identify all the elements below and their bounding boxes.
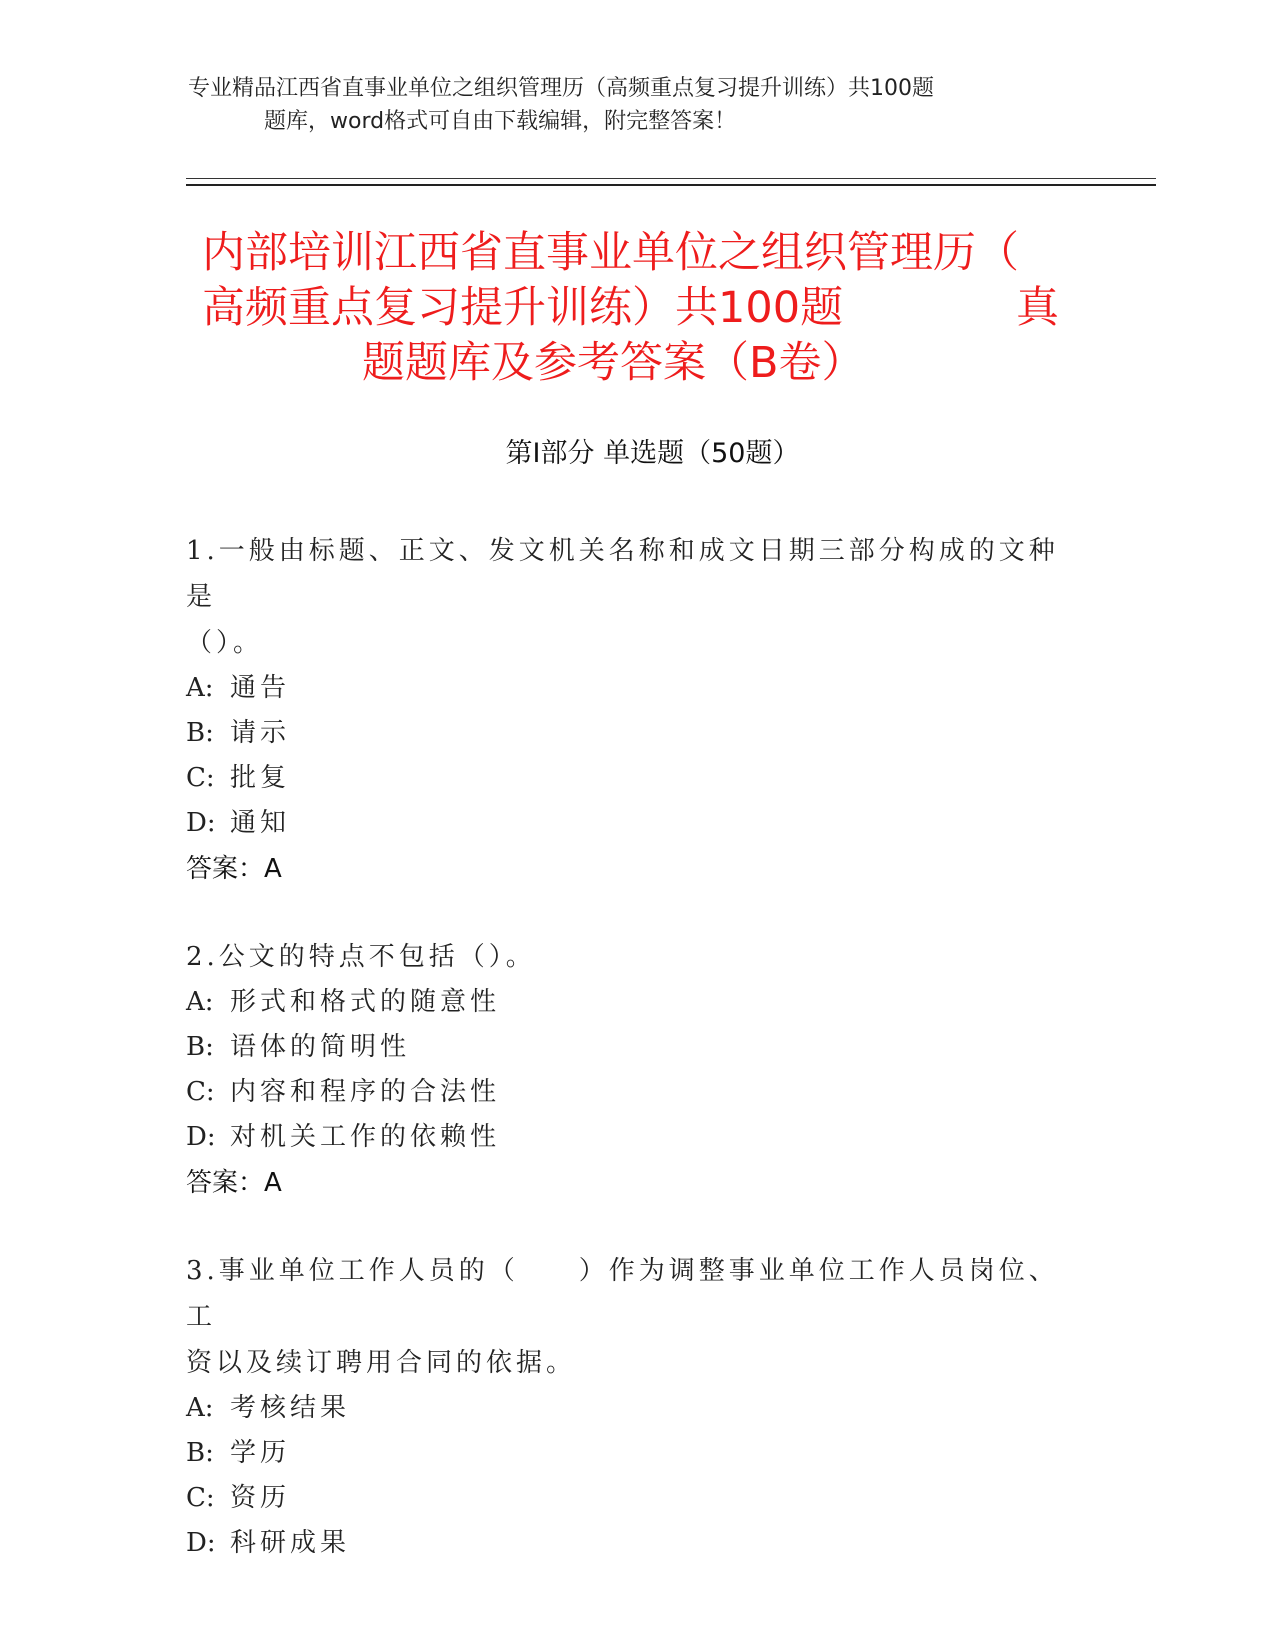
question-3 — [186, 1248, 1066, 1566]
question-stem: 3.事业单位工作人员的（ ）作为调整事业单位工作人员岗位、工 — [186, 1256, 1059, 1332]
header-note-line2: 题库，word格式可自由下载编辑，附完整答案！ — [264, 109, 737, 134]
option-key: D: — [186, 1122, 216, 1152]
question-list — [186, 528, 1066, 1566]
header-divider-thick — [186, 184, 1156, 186]
option-text: 学历 — [230, 1438, 291, 1468]
document-title — [186, 226, 1086, 391]
option-key: A: — [186, 1393, 214, 1423]
option-c — [186, 1476, 1066, 1521]
option-d — [186, 1521, 1066, 1566]
answer: 答案：A — [186, 1168, 282, 1198]
question-1 — [186, 528, 1066, 892]
option-key: B: — [186, 718, 214, 748]
option-a — [186, 980, 1066, 1025]
answer: 答案：A — [186, 854, 282, 884]
option-key: A: — [186, 673, 214, 703]
option-b — [186, 1431, 1066, 1476]
option-key: D: — [186, 1528, 216, 1558]
option-d — [186, 801, 1066, 846]
question-stem: 2.公文的特点不包括（）。 — [186, 942, 536, 972]
title-line2-main: 高频重点复习提升训练）共100题 — [202, 283, 844, 333]
question-stem: 1.一般由标题、正文、发文机关名称和成文日期三部分构成的文种是 — [186, 536, 1059, 612]
question-2 — [186, 934, 1066, 1206]
option-text: 资历 — [230, 1483, 291, 1513]
option-text: 形式和格式的随意性 — [230, 987, 501, 1017]
header-divider-thin — [186, 178, 1156, 179]
option-a — [186, 1386, 1066, 1431]
option-key: A: — [186, 987, 214, 1017]
question-spacer — [186, 1206, 1066, 1248]
option-text: 通知 — [230, 808, 291, 838]
option-text: 对机关工作的依赖性 — [230, 1122, 501, 1152]
option-key: D: — [186, 808, 216, 838]
option-text: 通告 — [230, 673, 291, 703]
question-stem-cont: 资以及续订聘用合同的依据。 — [186, 1348, 577, 1378]
section-heading: 第Ⅰ部分 单选题（50题） — [505, 438, 800, 469]
option-key: B: — [186, 1438, 214, 1468]
option-key: C: — [186, 1077, 215, 1107]
option-b — [186, 1025, 1066, 1070]
option-c — [186, 756, 1066, 801]
option-text: 科研成果 — [230, 1528, 351, 1558]
option-key: C: — [186, 763, 215, 793]
header-note-line1: 专业精品江西省直事业单位之组织管理历（高频重点复习提升训练）共100题 — [188, 76, 934, 101]
option-text: 内容和程序的合法性 — [230, 1077, 501, 1107]
option-text: 批复 — [230, 763, 291, 793]
option-text: 考核结果 — [230, 1393, 351, 1423]
option-c — [186, 1070, 1066, 1115]
title-line3: 题题库及参考答案（B卷） — [362, 338, 865, 388]
header-note — [188, 72, 1038, 138]
option-key: B: — [186, 1032, 214, 1062]
option-text: 请示 — [230, 718, 291, 748]
option-d — [186, 1115, 1066, 1160]
option-key: C: — [186, 1483, 215, 1513]
question-stem-cont: （）。 — [186, 628, 264, 658]
option-a — [186, 666, 1066, 711]
title-line2 — [186, 281, 1086, 336]
title-line1: 内部培训江西省直事业单位之组织管理历（ — [202, 228, 1019, 278]
option-b — [186, 711, 1066, 756]
option-text: 语体的简明性 — [230, 1032, 411, 1062]
question-spacer — [186, 892, 1066, 934]
title-line2-tail: 真 — [1016, 283, 1059, 333]
